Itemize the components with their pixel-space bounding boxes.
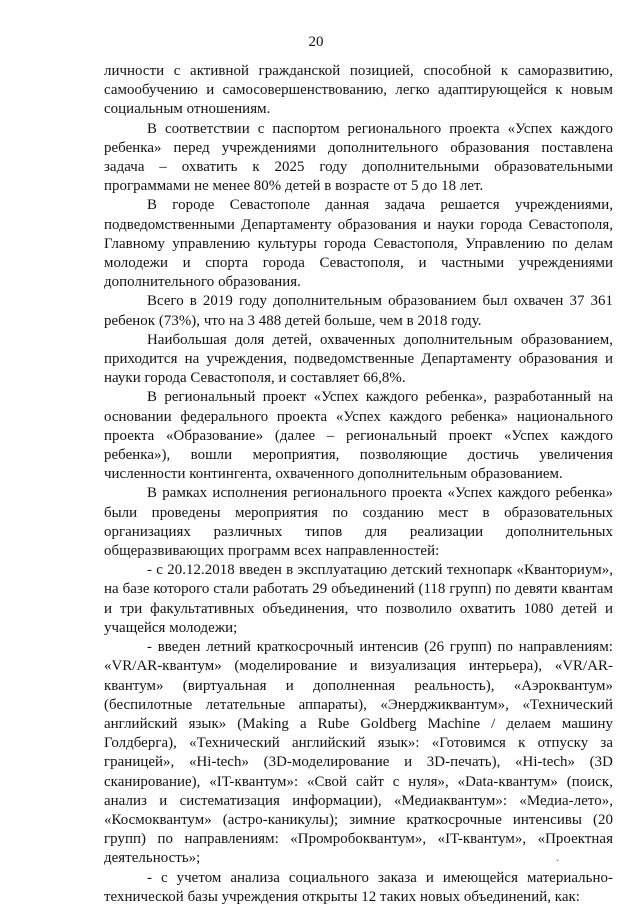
list-item-paragraph: - с учетом анализа социального заказа и имеющейся материально-технической базы учреждения открыты 12 таких новых объединений, как: <box>104 869 613 905</box>
paragraph: В городе Севастополе данная задача решается учреждениями, подведомственными Департаменту образования и науки города Севастополя, Главному управлению культуры города Севастополя, Управлению по делам молодежи и спорта города Севастополя, и частными учреждениями дополнительного образования. <box>104 197 613 291</box>
list-item-paragraph: - с 20.12.2018 введен в эксплуатацию детский технопарк «Кванториум», на базе которого стали работать 29 объединений (118 групп) по девяти квантам и три факультативных объединения, что позволило охватить 1080 детей и учащейся молодежи; <box>104 562 613 636</box>
paragraph: личности с активной гражданской позицией, способной к саморазвитию, самообучению и самосовершенствованию, легко адаптирующейся к новым социальным отношениям. <box>104 63 613 118</box>
paragraph: В рамках исполнения регионального проекта «Успех каждого ребенка» были проведены мероприятия по созданию мест в образовательных организациях различных типов для реализации дополнительных общеразвивающих программ всех направленностей: <box>104 485 613 560</box>
document-body <box>104 62 613 907</box>
paragraph: В региональный проект «Успех каждого ребенка», разработанный на основании федерального проекта «Успех каждого ребенка» национального проекта «Образование» (далее – региональный проект «Успех каждого ребенка»), вошли мероприятия, позволяющие достичь увеличения численности контингента, охваченного дополнительным образованием. <box>104 389 613 483</box>
list-item-paragraph: - введен летний краткосрочный интенсив (26 групп) по направлениям: «VR/AR-квантум» (моделирование и визуализация интерьера), «VR/AR-квантум» (виртуальная и дополненная реальность), «Аэроквантум» (беспилотные летательные аппараты), «Энерджиквантум», «Технический английский язык» (Making a Rube Goldberg Machine / делаем машину Голдберга), «Технический английский язык»: «Готовимся к отпуску за границей», «Hi-tech» (3D-моделирование и 3D-печать), «Hi-tech» (3D сканирование), «IT-квантум»: «Свой сайт с нуля», «Data-квантум» (поиск, анализ и систематизация информации), «Медиаквантум»: «Медиа-лето», «Космоквантум» (астро-каникулы); зимние краткосрочные интенсивы (20 групп) по направлениям: «Промробоквантум», «IT-квантум», «Проектная деятельность»; <box>104 639 613 867</box>
paragraph: Всего в 2019 году дополнительным образованием был охвачен 37 361 ребенок (73%), что на 3 488 детей больше, чем в 2018 году. <box>104 293 613 329</box>
scan-speck: ˇ <box>556 858 559 868</box>
paragraph: Наибольшая доля детей, охваченных дополнительным образованием, приходится на учреждения, подведомственные Департаменту образования и науки города Севастополя, и составляет 66,8%. <box>104 331 613 387</box>
page-number: 20 <box>308 34 324 50</box>
paragraph: В соответствии с паспортом регионального проекта «Успех каждого ребенка» перед учреждениями дополнительного образования поставлена задача – охватить к 2025 году дополнительными образовательными программами не менее 80% детей в возрасте от 5 до 18 лет. <box>104 120 613 195</box>
